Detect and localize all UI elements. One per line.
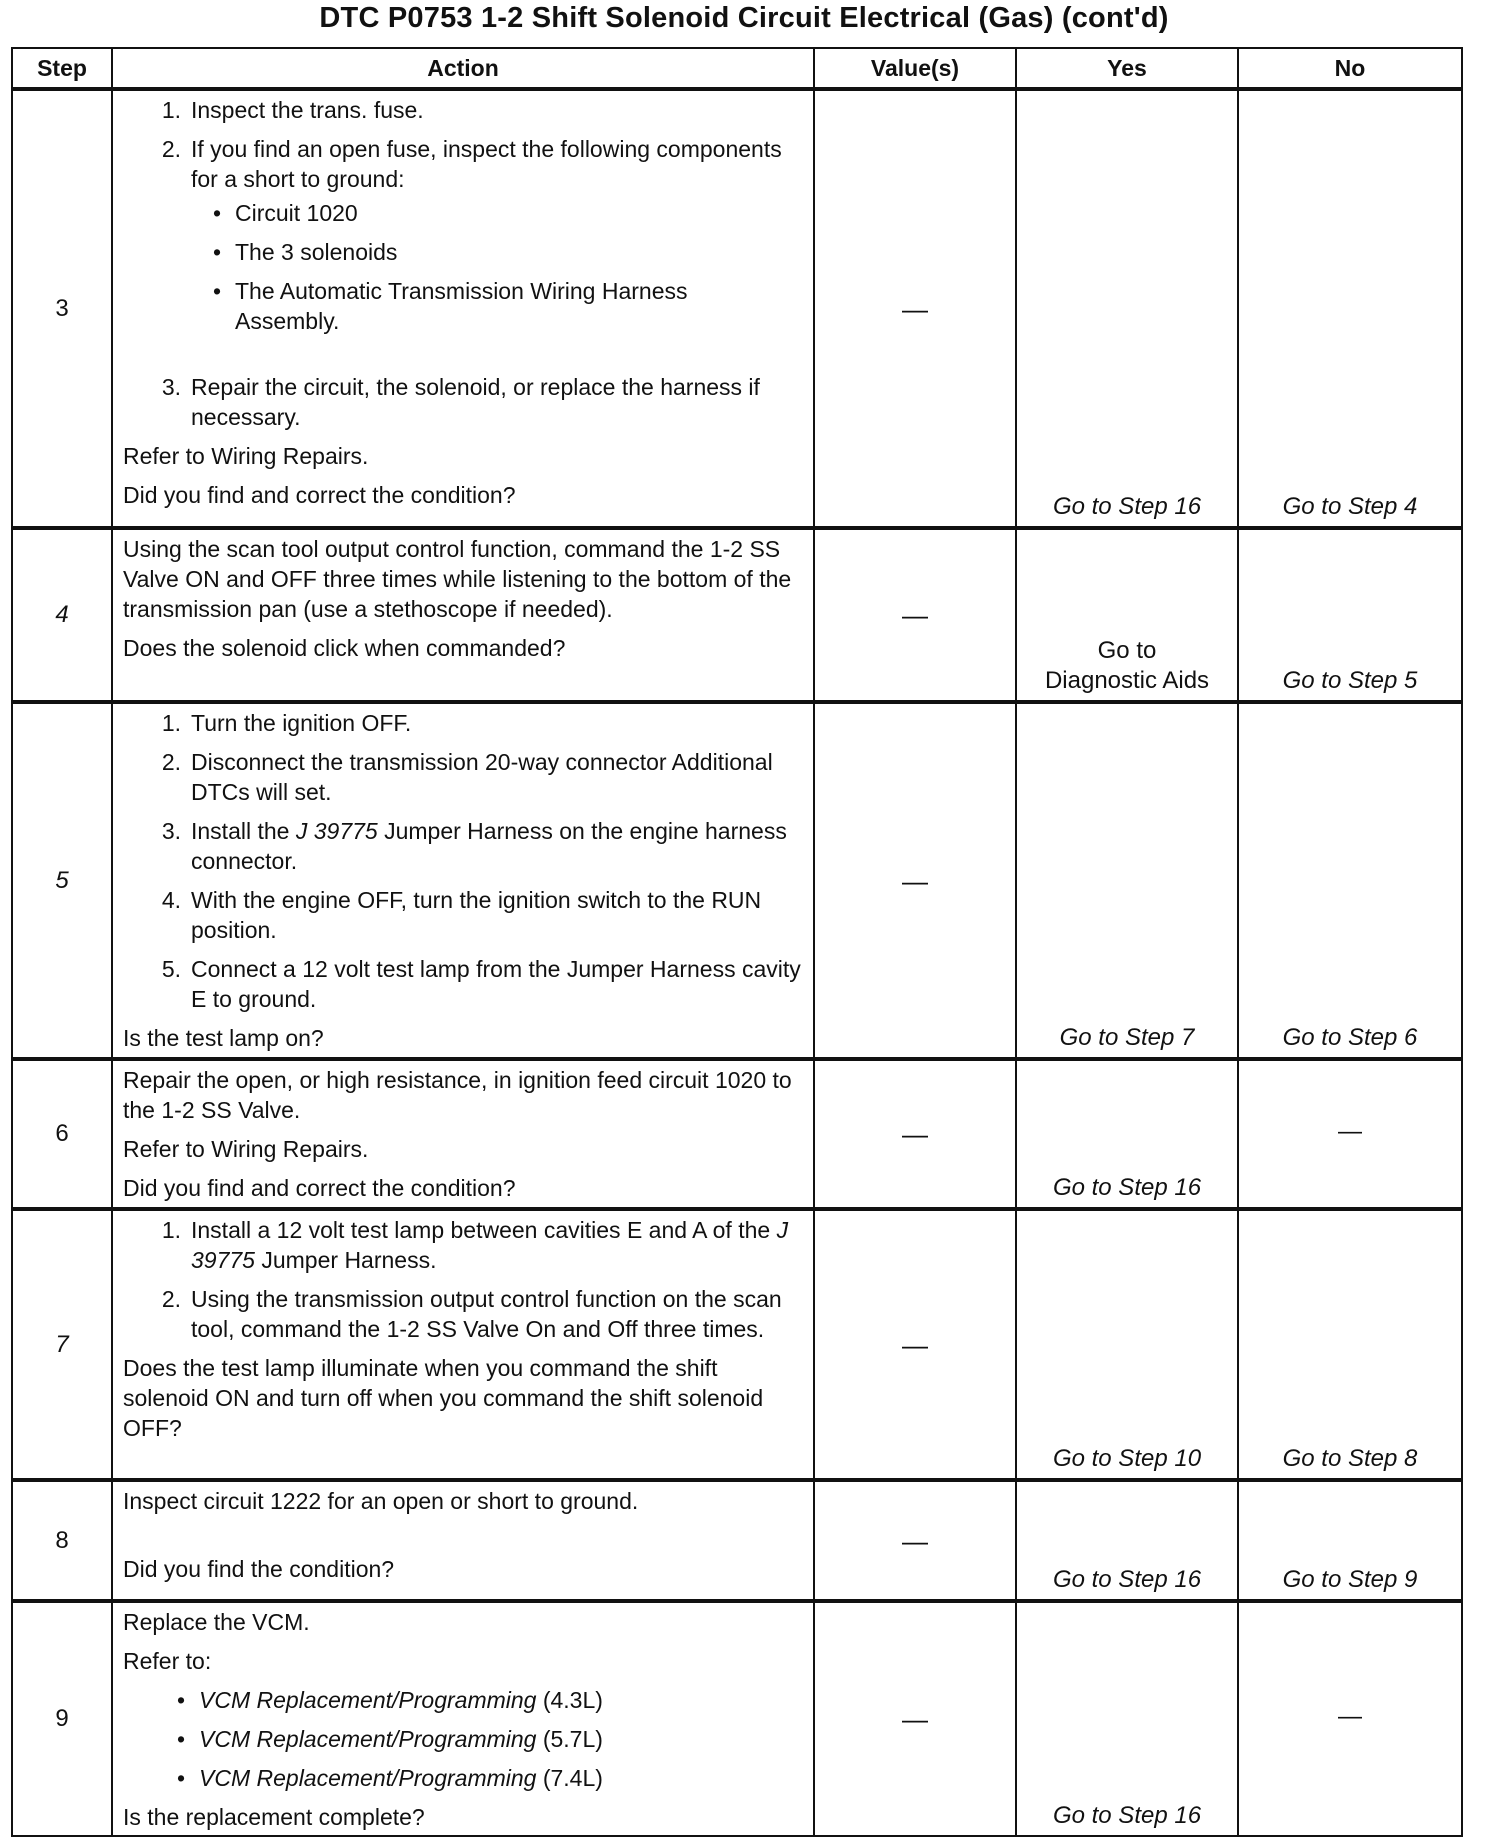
bullet-item: • VCM Replacement/Programming (4.3L) [176, 1687, 603, 1713]
refer-text: Refer to Wiring Repairs. [123, 443, 369, 469]
header-step: Step [12, 48, 112, 89]
header-values: Value(s) [814, 48, 1016, 89]
value-cell: — [814, 1601, 1016, 1836]
list-item: 1. Turn the ignition OFF. [161, 710, 412, 736]
action-cell [112, 528, 814, 702]
list-item: 5. Connect a 12 volt test lamp from the Jumper Harness cavity E to ground. [161, 956, 801, 1012]
table-row [12, 1059, 1462, 1209]
question-text: Is the replacement complete? [123, 1804, 425, 1830]
value-cell: — [814, 1209, 1016, 1480]
step-number: 4 [12, 528, 112, 702]
action-text: Replace the VCM. [123, 1609, 310, 1635]
reference-link: VCM Replacement/Programming [199, 1765, 537, 1791]
bullet-item: • The Automatic Transmission Wiring Harness Assembly. [212, 278, 688, 334]
no-cell: Go to Step 5 [1238, 528, 1462, 702]
step-number: 7 [12, 1209, 112, 1480]
action-cell [112, 1059, 814, 1209]
step-number: 8 [12, 1480, 112, 1601]
question-text: Did you find and correct the condition? [123, 1175, 516, 1201]
table-row [12, 702, 1462, 1059]
list-item: 2. Disconnect the transmission 20-way connector Additional DTCs will set. [161, 749, 773, 805]
no-cell: Go to Step 6 [1238, 702, 1462, 1059]
no-cell: — [1238, 1059, 1462, 1209]
tool-reference: J 39775 [191, 1217, 789, 1273]
table-row [12, 1480, 1462, 1601]
no-cell: Go to Step 4 [1238, 89, 1462, 528]
action-text: Repair the open, or high resistance, in ignition feed circuit 1020 to the 1-2 SS Valve. [123, 1067, 792, 1123]
page-title: DTC P0753 1-2 Shift Solenoid Circuit Electrical (Gas) (cont'd) [319, 2, 1169, 34]
list-item: 2. If you find an open fuse, inspect the following components for a short to ground: [161, 136, 782, 192]
list-item: 2. Using the transmission output control function on the scan tool, command the 1-2 SS Valve On and Off three times. [161, 1286, 782, 1342]
table-row [12, 89, 1462, 528]
no-cell: Go to Step 9 [1238, 1480, 1462, 1601]
action-cell [112, 702, 814, 1059]
question-text: Does the solenoid click when commanded? [123, 635, 566, 661]
question-text: Does the test lamp illuminate when you command the shift solenoid ON and turn off when you command the shift solenoid OFF? [123, 1355, 764, 1441]
step-number: 5 [12, 702, 112, 1059]
table-row [12, 528, 1462, 702]
list-item: 1. Install a 12 volt test lamp between cavities E and A of the J 39775 Jumper Harness. [161, 1217, 789, 1273]
action-cell [112, 89, 814, 528]
action-text: Inspect circuit 1222 for an open or short to ground. [123, 1488, 639, 1514]
step-number: 9 [12, 1601, 112, 1836]
table-header-row [12, 48, 1462, 89]
header-yes: Yes [1016, 48, 1238, 89]
question-text: Is the test lamp on? [123, 1025, 324, 1051]
yes-cell: Go to Step 16 [1016, 1601, 1238, 1836]
table-row [12, 1209, 1462, 1480]
action-cell [112, 1601, 814, 1836]
yes-cell: Go to Step 10 [1016, 1209, 1238, 1480]
list-item: 4. With the engine OFF, turn the ignition switch to the RUN position. [161, 887, 762, 943]
header-action: Action [112, 48, 814, 89]
step-number: 3 [12, 89, 112, 528]
action-cell [112, 1209, 814, 1480]
yes-cell: Go to Step 16 [1016, 1480, 1238, 1601]
bullet-item: • Circuit 1020 [212, 200, 358, 226]
list-item: 3. Install the J 39775 Jumper Harness on the engine harness connector. [161, 818, 787, 874]
table-row [12, 1601, 1462, 1836]
bullet-item: • The 3 solenoids [212, 239, 398, 265]
yes-cell: Go to Diagnostic Aids [1016, 528, 1238, 702]
list-item: 3. Repair the circuit, the solenoid, or replace the harness if necessary. [161, 374, 760, 430]
header-no: No [1238, 48, 1462, 89]
yes-cell: Go to Step 16 [1016, 89, 1238, 528]
value-cell: — [814, 702, 1016, 1059]
question-text: Did you find and correct the condition? [123, 482, 516, 508]
tool-reference: J 39775 [295, 818, 378, 844]
question-text: Did you find the condition? [123, 1556, 395, 1582]
no-cell: — [1238, 1601, 1462, 1836]
reference-link: VCM Replacement/Programming [199, 1687, 537, 1713]
value-cell: — [814, 528, 1016, 702]
reference-link: VCM Replacement/Programming [199, 1726, 537, 1752]
action-text: Using the scan tool output control function, command the 1-2 SS Valve ON and OFF three times while listening to the bottom of the transmission pan (use a stethoscope if needed). [123, 536, 792, 622]
yes-cell: Go to Step 16 [1016, 1059, 1238, 1209]
bullet-item: • VCM Replacement/Programming (5.7L) [176, 1726, 603, 1752]
diagnostic-table [11, 47, 1463, 1837]
refer-text: Refer to Wiring Repairs. [123, 1136, 369, 1162]
list-item: 1. Inspect the trans. fuse. [161, 97, 424, 123]
refer-text: Refer to: [123, 1648, 212, 1674]
no-cell: Go to Step 8 [1238, 1209, 1462, 1480]
value-cell: — [814, 1480, 1016, 1601]
value-cell: — [814, 1059, 1016, 1209]
yes-cell: Go to Step 7 [1016, 702, 1238, 1059]
value-cell: — [814, 89, 1016, 528]
step-number: 6 [12, 1059, 112, 1209]
action-cell [112, 1480, 814, 1601]
bullet-item: • VCM Replacement/Programming (7.4L) [176, 1765, 603, 1791]
